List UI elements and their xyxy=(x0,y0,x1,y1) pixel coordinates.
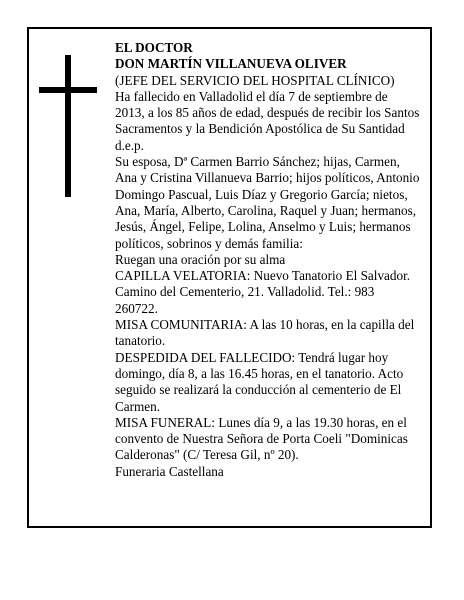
cross-vertical-bar xyxy=(65,55,71,197)
family-list: Su esposa, Dª Carmen Barrio Sánchez; hijas, Carmen, Ana y Cristina Villanueva Barrio; hijos políticos, Antonio Domingo Pascual, Luis Díaz y Gregorio García; nietos, Ana, María, Alberto, Carolina, Raquel y Juan; hermanos, Jesús, Ángel, Felipe, Lolina, Anselmo y Luis; hermanos políticos, sobrinos y demás familia: xyxy=(115,154,420,251)
prayer-request: Ruegan una oración por su alma xyxy=(115,251,286,267)
death-statement: Ha fallecido en Valladolid el día 7 de septiembre de 2013, a los 85 años de edad, después de recibir los Santos Sacramentos y la Bendición Apostólica de Su Santidad xyxy=(115,88,420,137)
obituary-title: EL DOCTOR xyxy=(115,40,193,55)
funeral-home: Funeraria Castellana xyxy=(115,463,224,479)
deceased-name: DON MARTÍN VILLANUEVA OLIVER xyxy=(115,56,347,72)
rip-line: d.e.p. xyxy=(115,137,144,153)
deceased-position: (JEFE DEL SERVICIO DEL HOSPITAL CLÍNICO) xyxy=(115,72,395,88)
funeral-mass-info: MISA FUNERAL: Lunes día 9, a las 19.30 horas, en el convento de Nuestra Señora de Porta Coeli "Dominicas Calderonas" (C/ Teresa Gil, nº 20). xyxy=(115,414,408,463)
farewell-info: DESPEDIDA DEL FALLECIDO: Tendrá lugar hoy domingo, día 8, a las 16.45 horas, en el tanatorio. Acto seguido se realizará la conducción al cementerio de El Carmen. xyxy=(115,349,404,414)
cross-horizontal-bar xyxy=(39,87,97,93)
community-mass-info: MISA COMUNITARIA: A las 10 horas, en la capilla del tanatorio. xyxy=(115,317,415,349)
chapel-info: CAPILLA VELATORIA: Nuevo Tanatorio El Salvador. Camino del Cementerio, 21. Valladolid. Tel.: 983 260722. xyxy=(115,268,411,316)
obituary-text xyxy=(115,40,420,480)
